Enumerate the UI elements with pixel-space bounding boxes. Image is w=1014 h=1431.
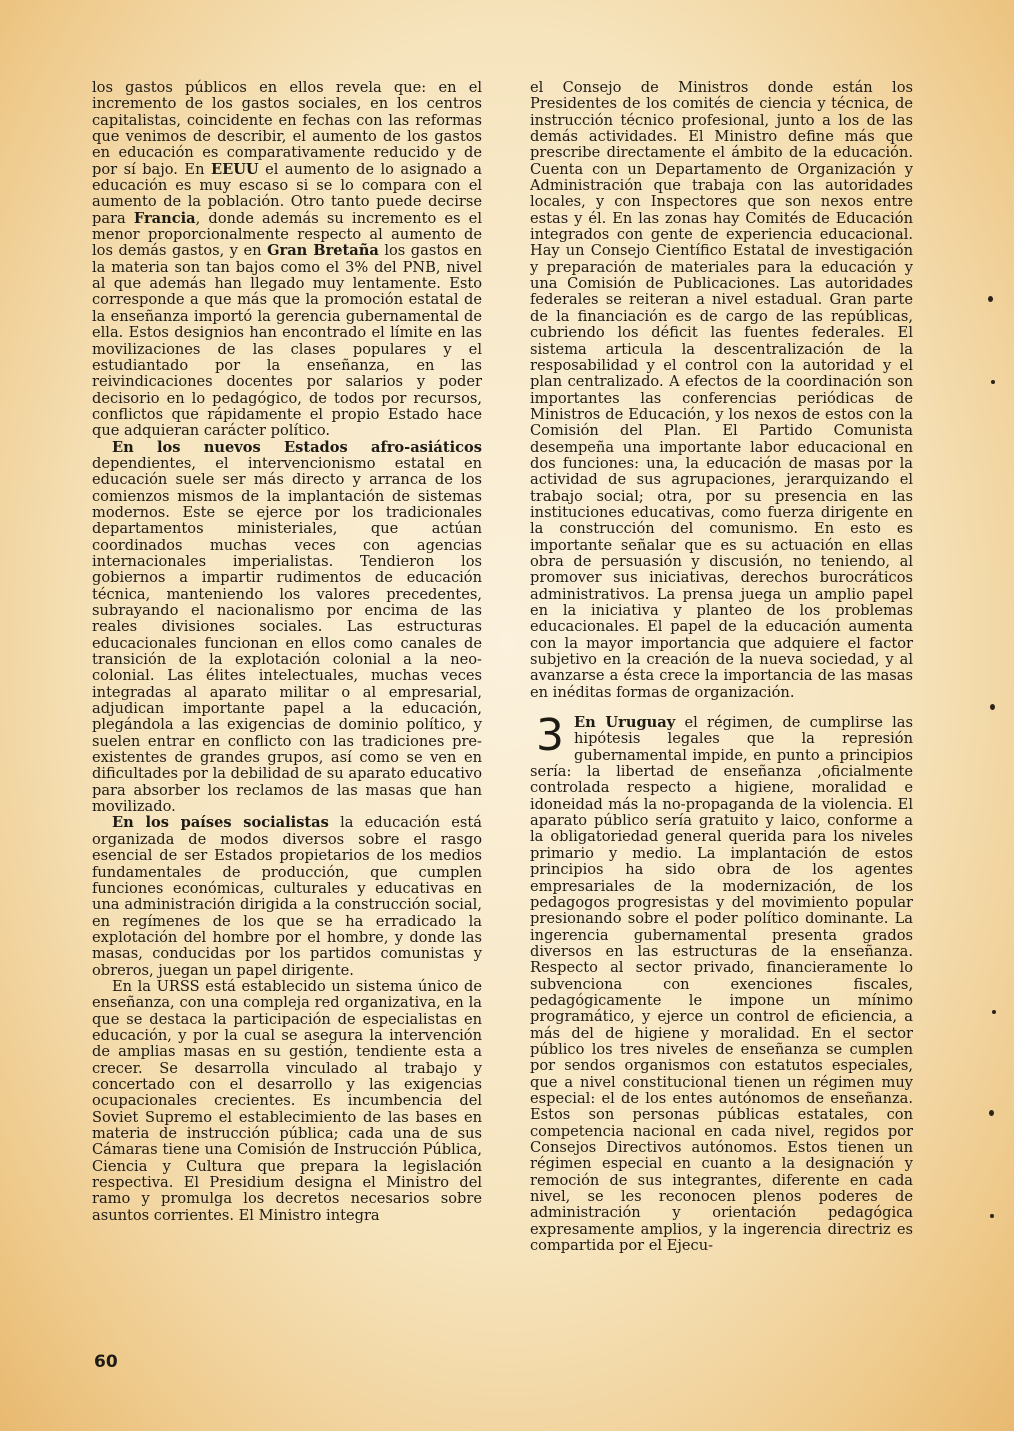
print-speck [992, 1010, 996, 1014]
bold-uruguay: En Uruguay [574, 714, 676, 732]
bold-francia: Francia [133, 209, 196, 227]
bold-afro-asiaticos: En los nuevos Estados afro-asiáticos [112, 438, 482, 456]
paragraph-consejo-ministros: el Consejo de Ministros donde están los Presidentes de los comités de ciencia y técnica, de instrucción técnico profesional, junto a los de las demás actividades. El Ministro define más que prescribe directamente el ámbito de la educación. Cuenta con un Departamento de Organización y Administración que trabaja con las autoridades locales, y con Inspectores que son nexos entre estas y él. En las zonas hay Comités de Educación integrados con gente de experiencia educacional. Hay un Consejo Científico Estatal de investigación y preparación de materiales para la educación y una Comisión de Publicaciones. Las autoridades federales se reiteran a nivel estadual. Gran parte de la financiación es de cargo de las repúblicas, cubriendo los déficit las fuentes federales. El sistema articula la descentralización de la resposabilidad y el control con la autoridad y el plan centralizado. A efectos de la coordinación son importantes las conferencias periódicas de Ministros de Educación, y los nexos de estos con la Comisión del Plan. El Partido Comunista desempeña una importante labor educacional en dos funciones: una, la educación de masas por la actividad de sus agrupaciones, jerarquizando el trabajo social; otra, por su presencia en las instituciones educativas, como fuerza dirigente en la construcción del comunismo. En esto es importante señalar que es su actuación en ellas obra de persuasión y discusión, no teniendo, al promover sus iniciativas, derechos burocráticos administrativos. La prensa juega un amplio papel en la iniciativa y planteo de los problemas educacionales. El papel de la educación aumenta con la mayor importancia que adquiere el factor subjetivo en la creación de la nueva sociedad, y al avanzarse a ésta crece la importancia de las masas en inéditas formas de organización. [530, 79, 913, 701]
print-speck [990, 704, 995, 710]
bold-eeuu: EEUU [210, 160, 259, 178]
right-column [530, 80, 913, 1254]
paragraph-uruguay: 3 En Uruguay el régimen, de cumplirse las hipótesis legales que la represión gubernamental impide, en punto a principios sería: la libertad de enseñanza ,oficialmente controlada respecto a higiene, moralidad e idoneidad más la no-propaganda de la violencia. El aparato público sería gratuito y laico, conforme a la obligatoriedad general querida para los niveles primario y medio. La implantación de estos principios ha sido obra de los agentes empresariales de la modernización, de los pedagogos progresistas y del movimiento popular presionando sobre el poder político dominante. La ingerencia gubernamental presenta grados diversos en las estructuras de la enseñanza. Respecto al sector privado, financieramente lo subvenciona con exenciones fiscales, pedagógicamente le impone un mínimo programático, y ejerce un control de eficiencia, a más del de higiene y moralidad. En el sector público los tres niveles de enseñanza se cumplen por sendos organismos con estatutos especiales, que a nivel constitucional tienen un régimen muy especial: el de los entes autónomos de enseñanza. Estos son personas públicas estatales, con competencia nacional en cada nivel, regidos por Consejos Directivos autónomos. Estos tienen un régimen especial en cuanto a la designación y remoción de sus integrantes, diferente en cada nivel, se les reconocen plenos poderes de administración y orientación pedagógica expresamente amplios, y la ingerencia directriz es compartida por el Ejecu- [530, 710, 913, 1255]
left-column [92, 80, 482, 1224]
print-speck [991, 380, 995, 384]
paragraph-socialistas: En los países socialistas la educación está organizada de modos diversos sobre el rasgo esencial de ser Estados propietarios de los medios fundamentales de producción, que cumplen funciones económicas, culturales y educativas en una administración dirigida a la construcción social, en regímenes de los que se ha erradicado la explotación del hombre por el hombre, y donde las masas, conducidas por los partidos comunistas y obreros, juegan un papel dirigente. [92, 814, 482, 979]
paragraph-gastos: los gastos públicos en ellos revela que: en el incremento de los gastos sociales, en los centros capitalistas, coincidente en fechas con las reformas que venimos de describir, el aumento de los gastos en educación es comparativamente reducido y de por sí bajo. En EEUU el aumento de lo asignado a educación es muy escaso si se lo compara con el aumento de la población. Otro tanto puede decirse para Francia, donde además su incremento es el menor proporcionalmente respecto al aumento de los demás gastos, y en Gran Bretaña los gastos en la materia son tan bajos como el 3% del PNB, nivel al que además han llegado muy lentamente. Esto corresponde a que más que la promoción estatal de la enseñanza importó la gerencia gubernamental de ella. Estos designios han encontrado el límite en las movilizaciones de las clases populares y el estudiantado por la enseñanza, en las reivindicaciones docentes por salarios y poder decisorio en lo pedagógico, de todos por recursos, conflictos que rápidamente el propio Estado hace que adquieran carácter político. [92, 79, 482, 440]
page-number: 60 [94, 1352, 118, 1372]
paragraph-afro-asiaticos: En los nuevos Estados afro-asiáticos dependientes, el intervencionismo estatal en educación suele ser más directo y arranca de los comienzos mismos de la implantación de sistemas modernos. Este se ejerce por los tradicionales departamentos ministeriales, que actúan coordinados muchas veces con agencias internacionales imperialistas. Tendieron los gobiernos a impartir rudimentos de educación técnica, manteniendo los valores precedentes, subrayando el nacionalismo por encima de las reales divisiones sociales. Las estructuras educacionales funcionan en ellos como canales de transición de la explotación colonial a la neo-colonial. Las élites intelectuales, muchas veces integradas al aparato militar o al empresarial, adjudican importante papel a la educación, plegándola a las exigencias de dominio político, y suelen entrar en conflicto con las tradiciones pre-existentes de grandes grupos, así como se ven en dificultades por la debilidad de su aparato educativo para absorber los reclamos de las masas que han movilizado. [92, 438, 482, 816]
print-speck [988, 296, 993, 302]
bold-gran-bretana: Gran Bretaña [267, 242, 379, 260]
paragraph-urss: En la URSS está establecido un sistema único de enseñanza, con una compleja red organizativa, en la que se destaca la participación de especialistas en educación, y por la cual se asegura la intervención de amplias masas en su gestión, tendiente esta a crecer. Se desarrolla vinculado al trabajo y concertado con el desarrollo y las exigencias ocupacionales crecientes. Es incumbencia del Soviet Supremo el establecimiento de las bases en materia de instrucción pública; cada una de sus Cámaras tiene una Comisión de Instrucción Pública, Ciencia y Cultura que prepara la legislación respectiva. El Presidium designa el Ministro del ramo y promulga los decretos necesarios sobre asuntos corrientes. El Ministro integra [92, 977, 482, 1224]
bold-socialistas: En los países socialistas [112, 814, 329, 832]
section-number: 3 [536, 710, 564, 762]
print-speck [990, 1214, 994, 1218]
print-speck [989, 1110, 994, 1116]
